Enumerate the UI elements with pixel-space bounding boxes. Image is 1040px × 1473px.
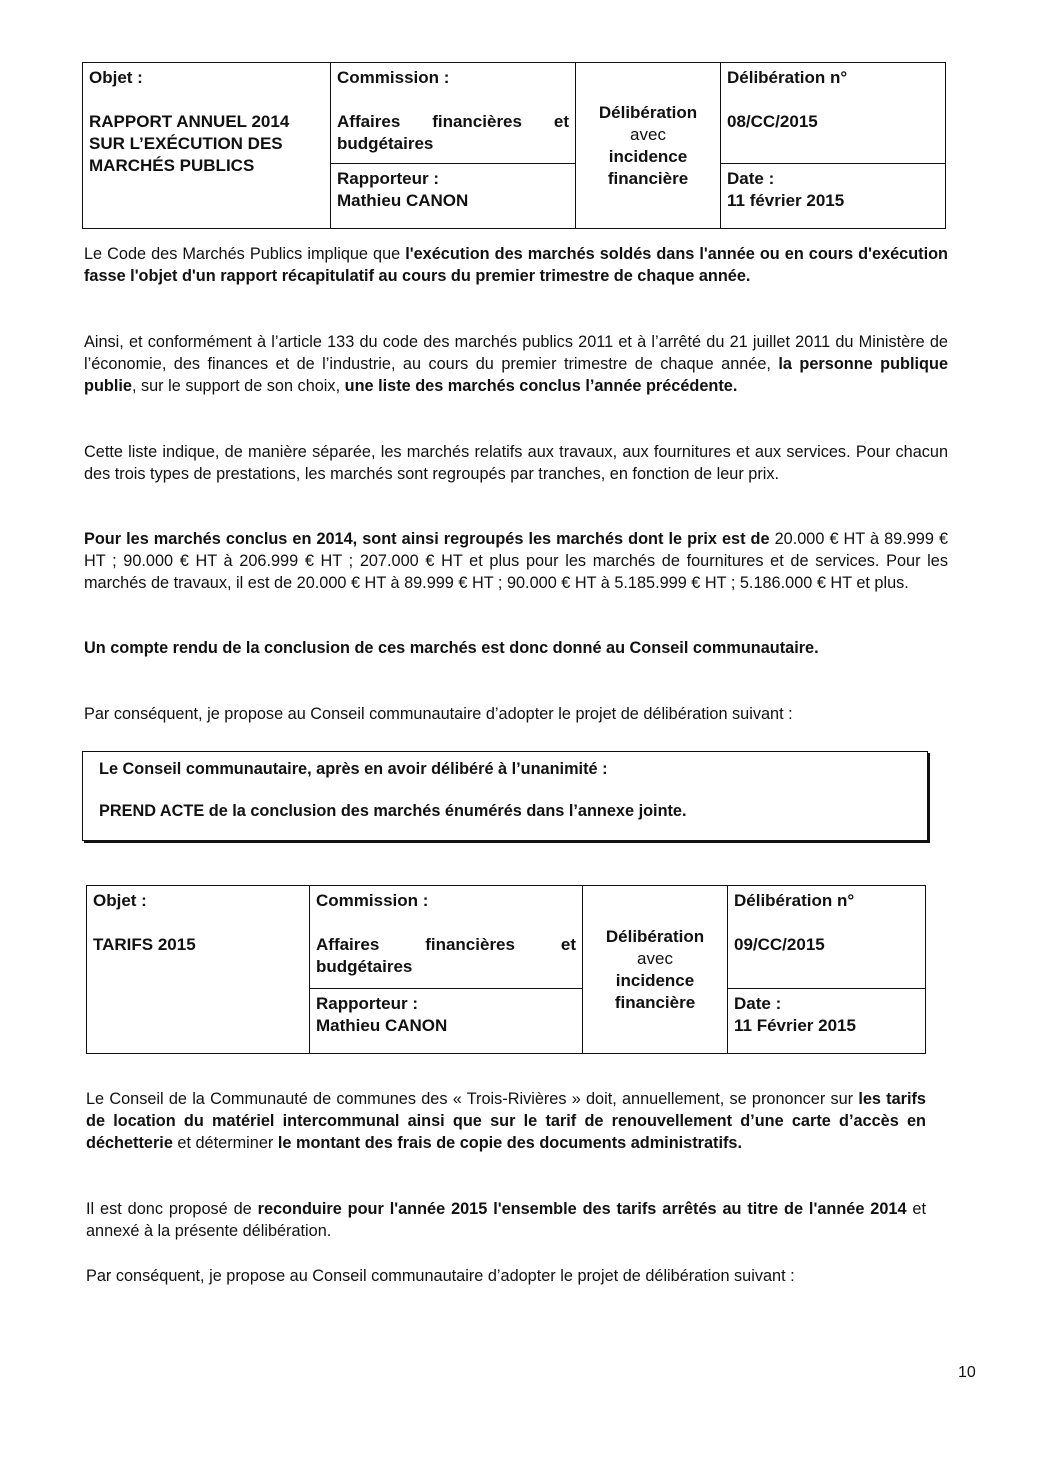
- text: Le Code des Marchés Publics implique que: [84, 245, 406, 263]
- date-cell: [721, 164, 946, 229]
- commission-cell: [310, 886, 583, 989]
- date-label: Date :: [727, 169, 775, 188]
- text: Il est donc proposé de: [86, 1200, 258, 1218]
- date-cell: [728, 989, 926, 1054]
- commission-line: [316, 934, 576, 956]
- date-value: 11 février 2015: [727, 191, 845, 210]
- commission-line: budgétaires: [337, 134, 434, 153]
- bold-text: l'exécution des marchés soldés dans l'année ou en cours d'exécution fasse l'objet d'un rapport récapitulatif au cours du premier trimestre de chaque année.: [84, 245, 948, 285]
- text: et déterminer: [172, 1134, 278, 1152]
- type-line: Délibération: [598, 102, 698, 122]
- type-line: financière: [607, 168, 689, 188]
- commission-word: financières: [425, 935, 515, 954]
- text: , sur le support de son choix,: [131, 377, 345, 395]
- rapporteur-cell: [331, 164, 576, 229]
- text: Le Conseil de la Communauté de communes des « Trois-Rivières » doit, annuellement, se prononcer sur: [86, 1090, 859, 1108]
- rapporteur-name: Mathieu CANON: [337, 191, 469, 210]
- paragraph-proposition-2: Par conséquent, je propose au Conseil communautaire d’adopter le projet de délibération suivant :: [86, 1267, 795, 1285]
- commission-word: et: [560, 935, 576, 954]
- rapporteur-cell: [310, 989, 583, 1054]
- commission-word: financières: [432, 112, 522, 131]
- objet-cell: [83, 63, 331, 229]
- text: 20.000 € HT à 89.999 € HT ; 90.000 € HT à 206.999 € HT ; 207.000 € HT et plus pour les marchés de fournitures et de services. Pour les marchés de travaux, il est de 20.000 € HT à 89.999 € HT ; 90.000 € HT à 5.185.999 € HT ; 5.186.000 € HT et plus.: [84, 530, 948, 592]
- bold-text: le montant des frais de copie des documents administratifs.: [277, 1134, 742, 1152]
- objet-line: MARCHÉS PUBLICS: [89, 156, 255, 175]
- bold-text: Pour les marchés conclus en 2014, sont ainsi regroupés les marchés dont le prix est de: [84, 530, 770, 548]
- numero-value: 09/CC/2015: [734, 935, 825, 954]
- numero-cell: [728, 886, 926, 989]
- bold-text: les tarifs de location du matériel intercommunal ainsi que sur le tarif de renouvellement d’une carte d’accès en déchetterie: [86, 1090, 926, 1152]
- decision-line: Le Conseil communautaire, après en avoir délibéré à l’unanimité :: [99, 760, 608, 778]
- decision-box: [82, 751, 928, 841]
- decision-line: PREND ACTE de la conclusion des marchés énumérés dans l’annexe jointe.: [99, 802, 687, 820]
- objet-line: TARIFS 2015: [93, 935, 196, 954]
- bold-text: reconduire pour l'année 2015 l'ensemble des tarifs arrêtés au titre de l'année 2014: [257, 1200, 907, 1218]
- paragraph-tranches: [84, 528, 948, 594]
- text: et annexé à la présente délibération.: [86, 1200, 926, 1240]
- paragraph-reconduire: [86, 1198, 926, 1242]
- deliberation-type-cell: [576, 63, 721, 229]
- paragraph-article-133: [84, 331, 948, 397]
- text: Ainsi, et conformément à l’article 133 du code des marchés publics 2011 et à l’arrêté du 21 juillet 2011 du Ministère de l’économie, des finances et de l’industrie, au cours du premier trimestre de chaque année,: [84, 333, 948, 373]
- numero-value: 08/CC/2015: [727, 112, 818, 131]
- paragraph-compte-rendu: Un compte rendu de la conclusion de ces marchés est donc donné au Conseil communautaire.: [84, 639, 819, 657]
- commission-word: Affaires: [316, 935, 380, 954]
- objet-label: Objet :: [89, 68, 143, 87]
- objet-line: SUR L’EXÉCUTION DES: [89, 134, 283, 153]
- paragraph-tarifs: [86, 1088, 926, 1154]
- type-line: incidence: [608, 146, 688, 166]
- type-line: avec: [637, 948, 673, 968]
- type-line: Délibération: [605, 926, 705, 946]
- type-line: incidence: [615, 970, 695, 990]
- commission-cell: [331, 63, 576, 164]
- rapporteur-name: Mathieu CANON: [316, 1016, 448, 1035]
- bold-text: la personne publique publie: [84, 355, 948, 395]
- paragraph-liste: Cette liste indique, de manière séparée, les marchés relatifs aux travaux, aux fournitures et aux services. Pour chacun des trois types de prestations, les marchés sont regroupés par tranches, en fonction de leur prix.: [84, 443, 948, 483]
- deliberation-header-table-1: [82, 62, 946, 229]
- objet-line: RAPPORT ANNUEL 2014: [89, 112, 290, 131]
- numero-label: Délibération n°: [727, 68, 848, 87]
- deliberation-type-cell: [583, 886, 728, 1054]
- commission-label: Commission :: [337, 68, 450, 87]
- numero-label: Délibération n°: [734, 891, 855, 910]
- paragraph-code-marches: [84, 243, 948, 287]
- rapporteur-label: Rapporteur :: [316, 994, 418, 1013]
- paragraph-proposition-1: Par conséquent, je propose au Conseil communautaire d’adopter le projet de délibération suivant :: [84, 705, 793, 723]
- objet-label: Objet :: [93, 891, 147, 910]
- numero-cell: [721, 63, 946, 164]
- commission-line: budgétaires: [316, 957, 413, 976]
- commission-word: Affaires: [337, 112, 401, 131]
- commission-label: Commission :: [316, 891, 429, 910]
- page-number: 10: [958, 1364, 976, 1381]
- type-line: avec: [630, 124, 666, 144]
- rapporteur-label: Rapporteur :: [337, 169, 439, 188]
- date-label: Date :: [734, 994, 782, 1013]
- commission-word: et: [553, 112, 569, 131]
- bold-text: une liste des marchés conclus l’année précédente.: [344, 377, 738, 395]
- commission-line: [337, 111, 569, 133]
- date-value: 11 Février 2015: [734, 1016, 856, 1035]
- deliberation-header-table-2: [86, 885, 926, 1054]
- type-line: financière: [614, 992, 696, 1012]
- objet-cell: [87, 886, 310, 1054]
